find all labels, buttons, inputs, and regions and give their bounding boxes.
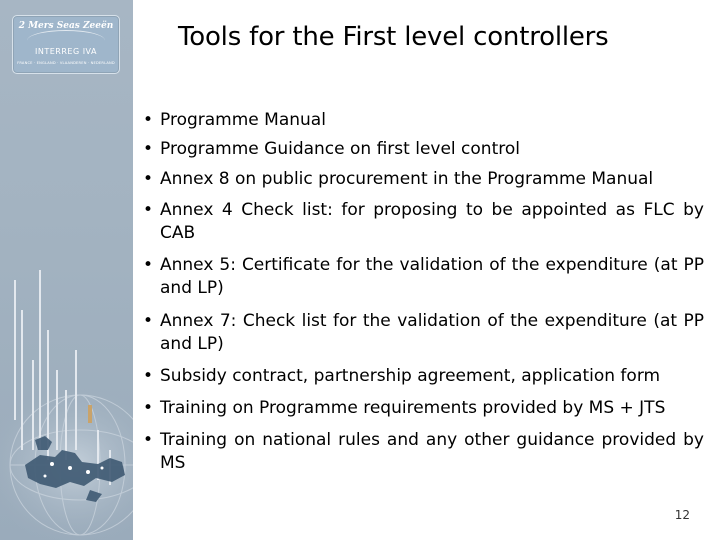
list-item (143, 365, 704, 388)
list-item-text: Annex 8 on public procurement in the Programme Manual (160, 169, 654, 189)
list-item (143, 429, 704, 475)
list-item (143, 397, 704, 420)
bullet-dot: • (143, 200, 154, 220)
bullet-dot: • (143, 110, 154, 130)
list-item (143, 138, 704, 161)
bullet-dot: • (143, 255, 154, 275)
list-item (143, 254, 704, 300)
bullet-dot: • (143, 366, 154, 386)
bullet-dot: • (143, 398, 154, 418)
list-item (143, 109, 704, 132)
list-item (143, 168, 704, 191)
list-item (143, 199, 704, 245)
logo-countries: FRANCE · ENGLAND · VLAANDEREN · NEDERLAND (17, 61, 115, 65)
list-item (143, 310, 704, 356)
logo-title: 2 Mers Seas Zeeën (18, 21, 114, 31)
slide-title: Tools for the First level controllers (178, 22, 609, 52)
page-number: 12 (674, 508, 690, 522)
list-item-text: Annex 5: Certificate for the validation of the expenditure (at PP and LP) (160, 255, 704, 298)
bullet-list (143, 109, 704, 475)
list-item-text: Subsidy contract, partnership agreement, application form (160, 366, 661, 386)
decorative-map-graphic (0, 250, 133, 540)
list-item-text: Annex 7: Check list for the validation of the expenditure (at PP and LP) (160, 311, 704, 354)
bullet-dot: • (143, 139, 154, 159)
list-item-text: Programme Manual (160, 110, 326, 130)
sidebar-panel (0, 0, 133, 540)
bullet-dot: • (143, 169, 154, 189)
bullet-dot: • (143, 311, 154, 331)
programme-logo (12, 15, 120, 74)
list-item-text: Training on national rules and any other guidance provided by MS (160, 430, 704, 473)
list-item-text: Programme Guidance on first level control (160, 139, 520, 159)
logo-subtitle: INTERREG IVA (35, 47, 97, 56)
list-item-text: Annex 4 Check list: for proposing to be appointed as FLC by CAB (160, 200, 704, 243)
bullet-dot: • (143, 430, 154, 450)
list-item-text: Training on Programme requirements provided by MS + JTS (160, 398, 666, 418)
